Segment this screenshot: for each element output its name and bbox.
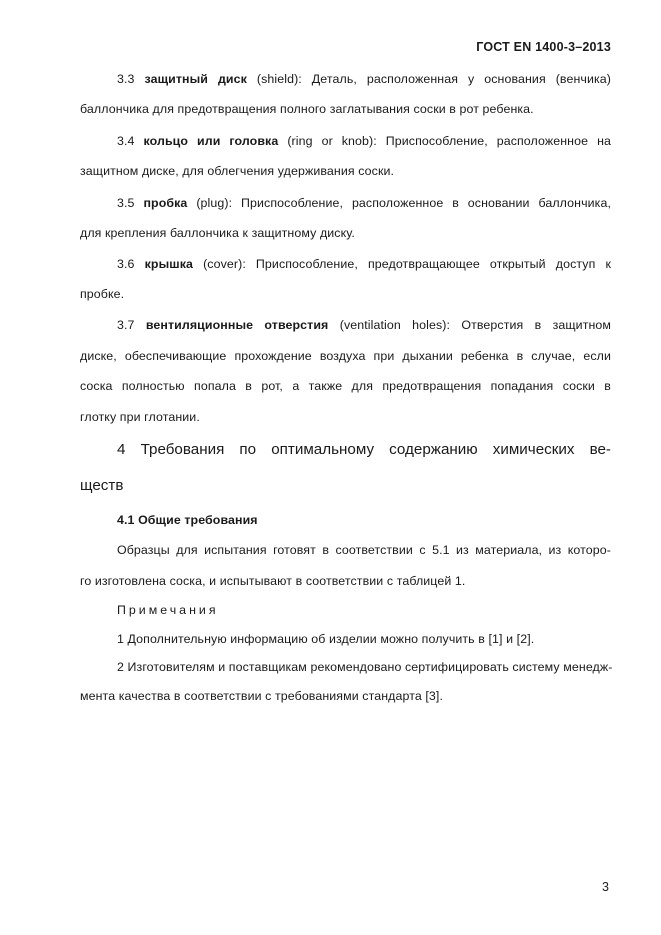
notes-label: Примечания [117, 603, 219, 617]
note-2-line-1: 2 Изготовителям и поставщикам рекомендовано сертифицировать систему менедж- [117, 660, 613, 674]
definition-3-6-continuation: пробке. [80, 287, 125, 301]
document-header: ГОСТ EN 1400-3–2013 [476, 40, 611, 54]
definition-number: 3.6 [117, 257, 135, 271]
subsection-heading: 4.1 Общие требования [117, 513, 258, 527]
section-heading-line-1: 4 Требования по оптимальному содержанию химических ве- [117, 441, 611, 458]
note-1: 1 Дополнительную информацию об изделии можно получить в [1] и [2]. [117, 632, 535, 646]
definition-3-3-first-line [117, 72, 611, 86]
note-2-line-2: мента качества в соответствии с требованиями стандарта [3]. [80, 689, 443, 703]
definition-term: защитный диск [144, 72, 247, 86]
definition-term: вентиляционные отверстия [145, 318, 329, 332]
definition-term: кольцо или головка [143, 134, 279, 148]
definition-3-7-continuation: диске, обеспечивающие прохождение воздуха при дыхании ребенка в случае, если [80, 349, 611, 363]
definition-term: крышка [144, 257, 193, 271]
definition-number: 3.5 [117, 196, 135, 210]
definition-number: 3.7 [117, 318, 135, 332]
definition-text: (cover): Приспособление, предотвращающее открытый доступ к [203, 257, 611, 271]
definition-3-7-continuation: соска полностью попала в рот, а также для предотвращения попадания соски в [80, 379, 611, 393]
section-heading-line-2: ществ [80, 477, 124, 494]
definition-3-5-first-line [117, 196, 611, 210]
definition-3-4-first-line [117, 134, 611, 148]
definition-3-7-continuation: глотку при глотании. [80, 410, 200, 424]
definition-3-3-continuation: баллончика для предотвращения полного заглатывания соски в рот ребенка. [80, 102, 534, 116]
definition-3-4-continuation: защитном диске, для облегчения удерживания соски. [80, 164, 395, 178]
definition-term: пробка [143, 196, 188, 210]
body-paragraph-line: го изготовлена соска, и испытывают в соответствии с таблицей 1. [80, 574, 466, 588]
definition-3-6-first-line [117, 257, 611, 271]
page-number: 3 [602, 880, 609, 894]
definition-text: (ring or knob): Приспособление, расположенное на [287, 134, 611, 148]
definition-3-5-continuation: для крепления баллончика к защитному диску. [80, 226, 355, 240]
definition-3-7-first-line [117, 318, 611, 332]
definition-number: 3.3 [117, 72, 135, 86]
definition-text: (shield): Деталь, расположенная у основания (венчика) [256, 72, 611, 86]
definition-text: (ventilation holes): Отверстия в защитном [339, 318, 612, 332]
definition-number: 3.4 [117, 134, 135, 148]
body-paragraph-line: Образцы для испытания готовят в соответствии с 5.1 из материала, из которо- [117, 543, 611, 557]
definition-text: (plug): Приспособление, расположенное в основании баллончика, [196, 196, 611, 210]
